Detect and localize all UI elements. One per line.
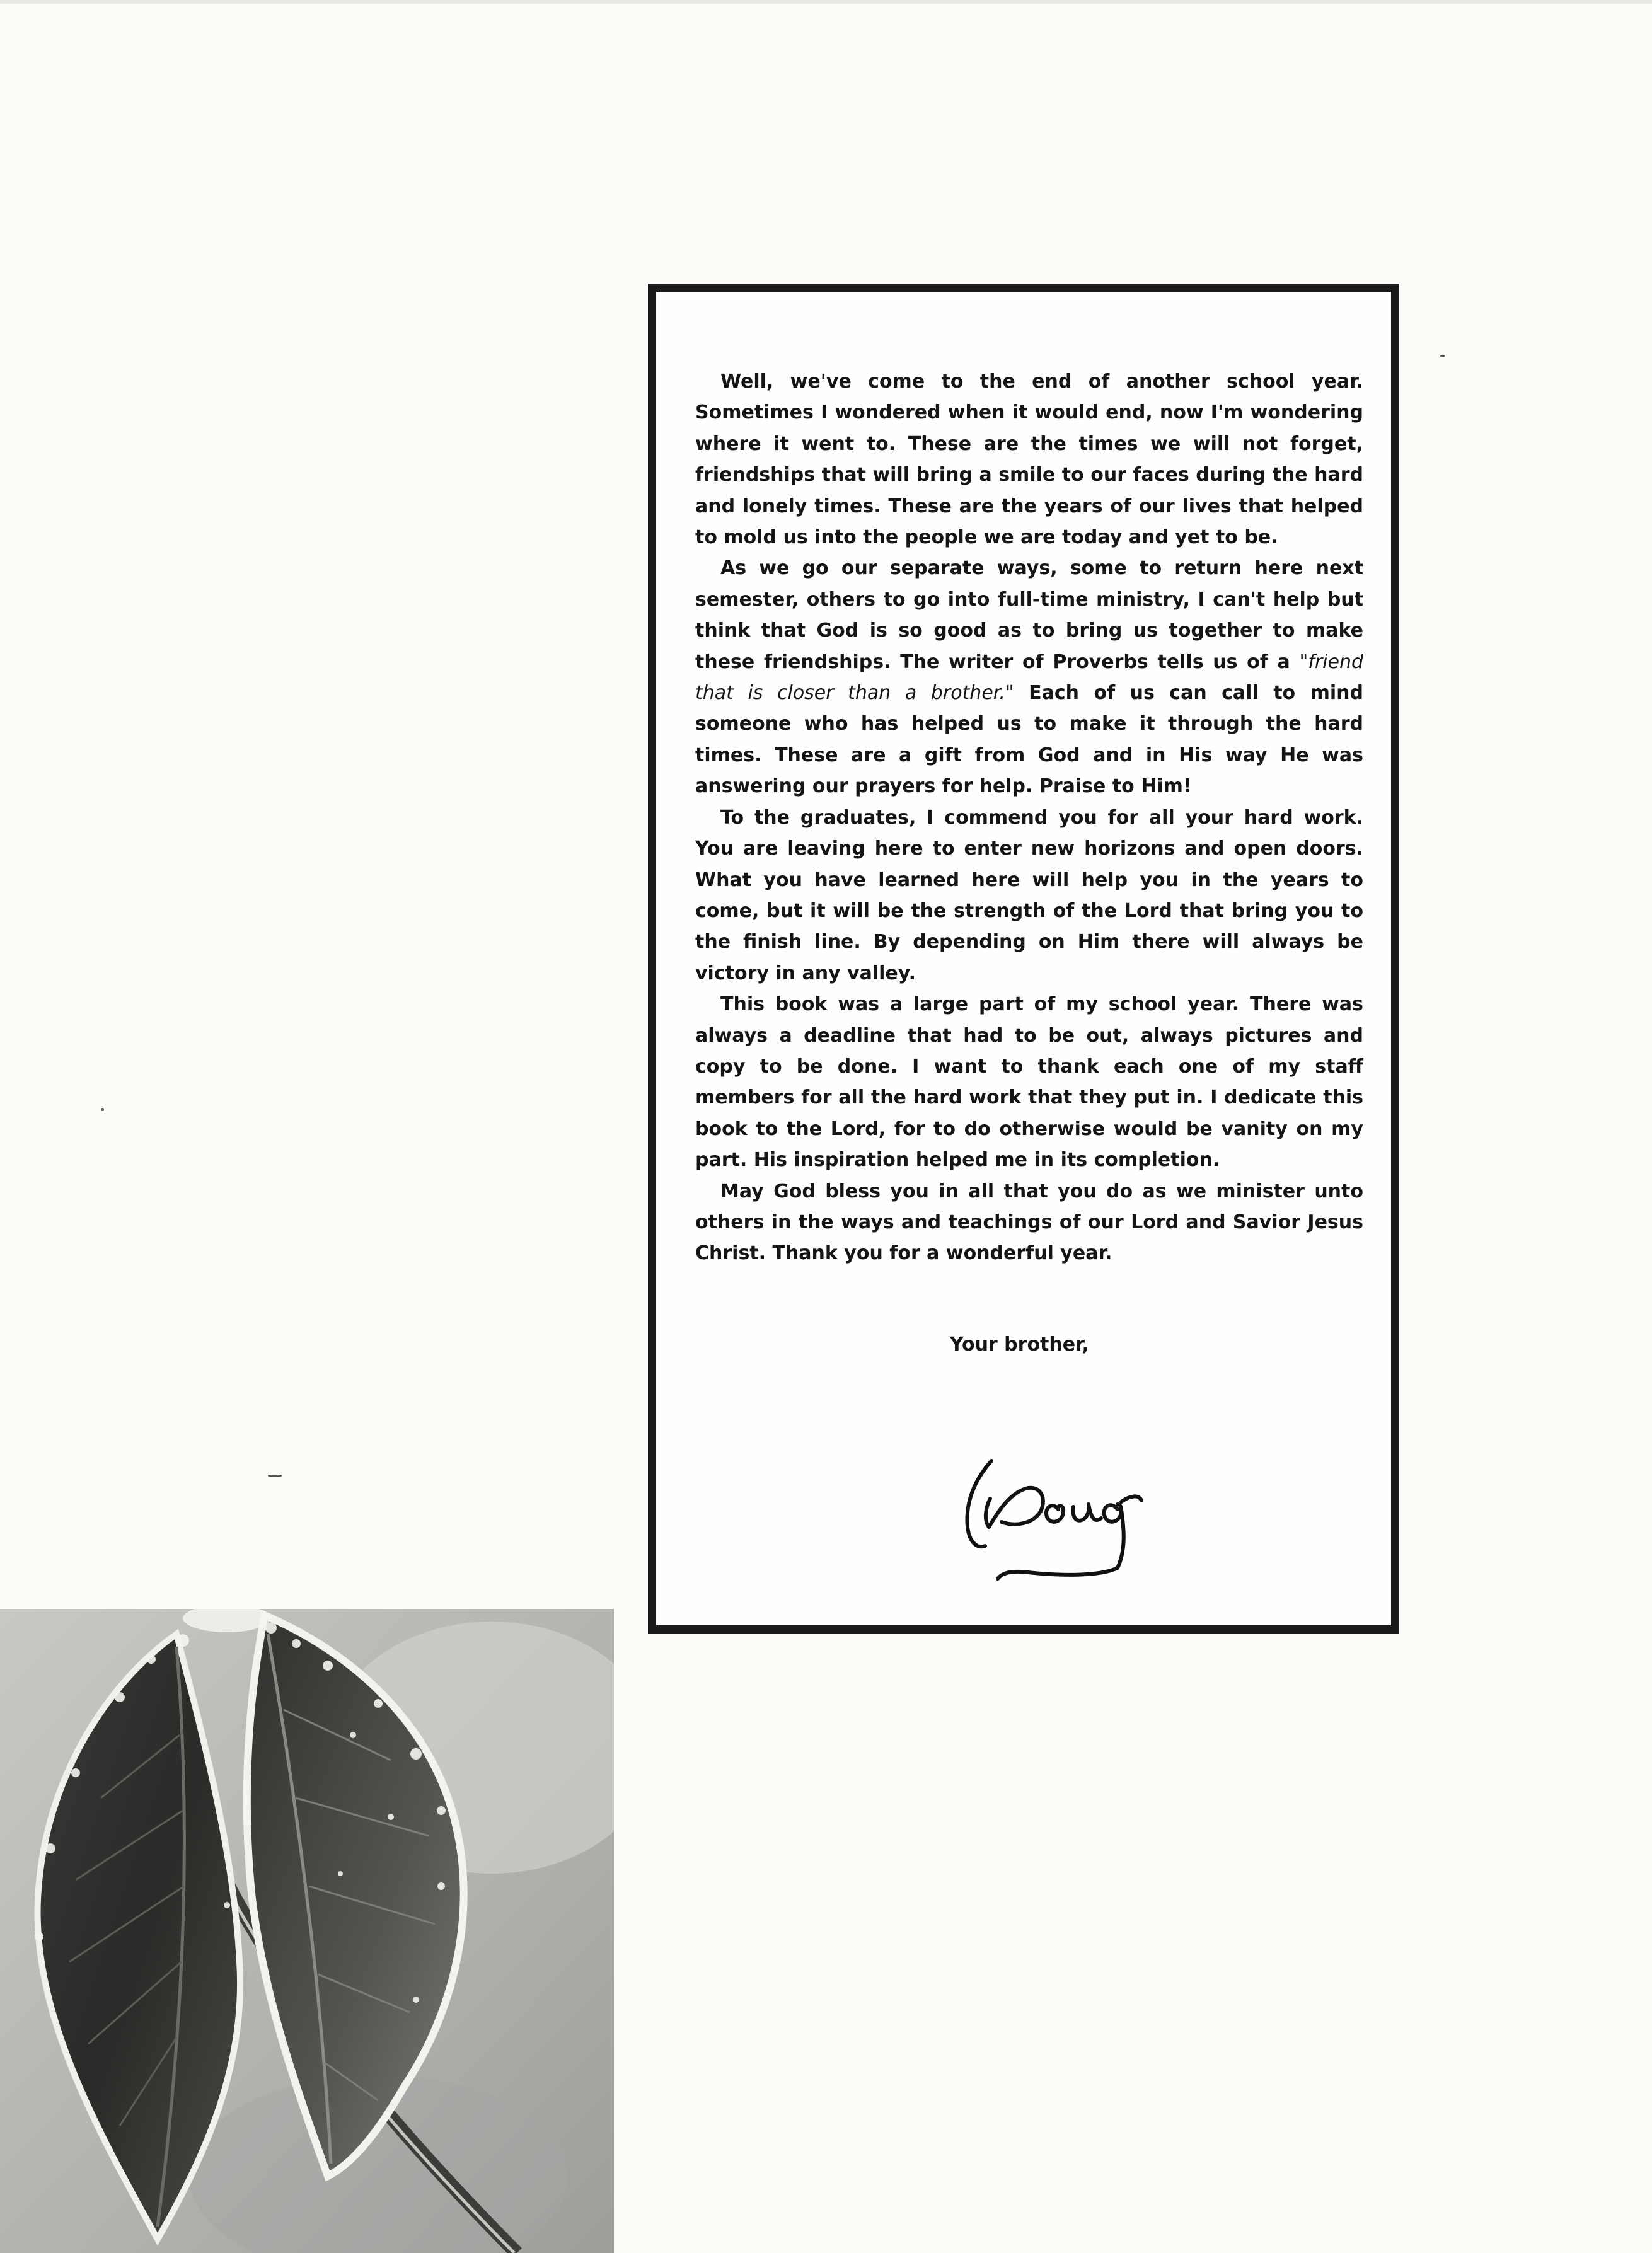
paragraph-text: As we go our separate ways, some to return here next semester, others to go into full-time ministry, I can't help but think that God is so good as to bring us together to make these friendships. The writer of Proverbs tells us of a <box>695 557 1363 673</box>
paragraph-text: Each of us can call to mind someone who has helped us to make it through the hard times. These are a gift from God and in His way He was answering our prayers for help. Praise to Him! <box>695 682 1363 798</box>
paragraph-text: Well, we've come to the end of another school year. Sometimes I wondered when it would end, now I'm wondering where it went to. These are the times we will not forget, friendships that will bring a smile to our faces during the hard and lonely times. These are the years of our lives that helped to mold us into the people we are today and yet to be. <box>695 371 1363 549</box>
proverbs-quote: "friend that is closer than a brother." <box>695 650 1363 705</box>
letter-paragraph-4 <box>695 989 1363 1175</box>
letter-paragraph-1 <box>695 366 1363 553</box>
letter-paragraph-2 <box>695 553 1363 802</box>
letter-paragraph-5 <box>695 1176 1363 1269</box>
letter-paragraph-3 <box>695 802 1363 989</box>
paragraph-text: This book was a large part of my school year. There was always a deadline that had to be out, always pictures and copy to be done. I want to thank each one of my staff members for all the hard work that they put in. I dedicate this book to the Lord, for to do otherwise would be vanity on my part. His inspiration helped me in its completion. <box>695 993 1363 1172</box>
letter-body <box>695 366 1363 1269</box>
leaf-illustration <box>0 1609 614 2253</box>
page-speck <box>1440 355 1445 357</box>
paragraph-text: May God bless you in all that you do as we minister unto others in the ways and teachings of our Lord and Savior Jesus Christ. Thank you for a wonderful year. <box>695 1180 1363 1265</box>
page-speck <box>268 1475 282 1477</box>
page-speck <box>101 1108 104 1111</box>
page-top-edge <box>0 0 1652 4</box>
letter-closing: Your brother, <box>950 1334 1089 1356</box>
letter-box <box>648 284 1399 1634</box>
frosted-leaves-photo <box>0 1609 614 2253</box>
handwritten-signature <box>952 1439 1192 1584</box>
paragraph-text: To the graduates, I commend you for all your hard work. You are leaving here to enter new horizons and open doors. What you have learned here will help you in the years to come, but it will be the strength of the Lord that bring you to the finish line. By depending on Him there will always be victory in any valley. <box>695 806 1363 984</box>
